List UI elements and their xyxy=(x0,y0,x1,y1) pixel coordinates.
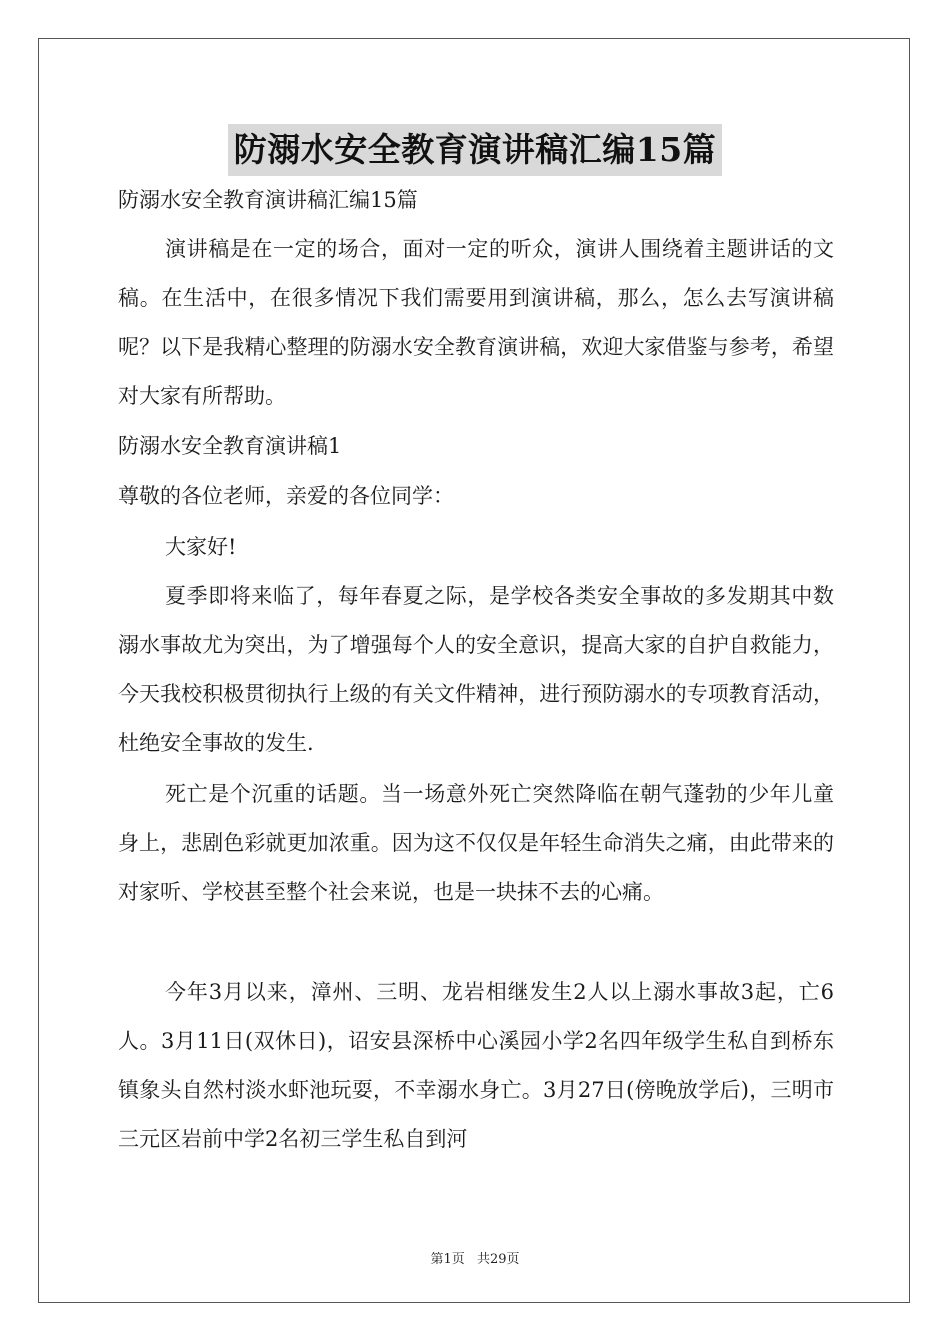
salutation: 尊敬的各位老师，亲爱的各位同学： xyxy=(118,484,454,508)
title-wrap xyxy=(0,124,950,176)
page-total: 共29页 xyxy=(476,1252,520,1267)
body-paragraph-2: 死亡是个沉重的话题。当一场意外死亡突然降临在朝气蓬勃的少年儿童身上，悲剧色彩就更加浓重。因为这不仅仅是年轻生命消失之痛，由此带来的对家听、学校甚至整个社会来说，也是一块抹不去的心痛。 xyxy=(118,782,834,904)
subtitle-paragraph: 防溺水安全教育演讲稿汇编15篇 xyxy=(118,188,418,212)
intro-paragraph: 演讲稿是在一定的场合，面对一定的听众，演讲人围绕着主题讲话的文稿。在生活中，在很多情况下我们需要用到演讲稿，那么，怎么去写演讲稿呢？以下是我精心整理的防溺水安全教育演讲稿，欢迎大家借鉴与参考，希望对大家有所帮助。 xyxy=(118,237,834,408)
greeting: 大家好! xyxy=(165,535,237,559)
page-footer xyxy=(0,1248,950,1267)
body-paragraph-3: 今年3月以来，漳州、三明、龙岩相继发生2人以上溺水事故3起，亡6人。3月11日(双休日)，诏安县深桥中心溪园小学2名四年级学生私自到桥东镇象头自然村淡水虾池玩耍，不幸溺水身亡。3月27日(傍晚放学后)，三明市三元区岩前中学2名初三学生私自到河 xyxy=(118,980,834,1151)
page-number: 第1页 xyxy=(430,1252,465,1267)
section-heading: 防溺水安全教育演讲稿1 xyxy=(118,434,342,458)
document-title: 防溺水安全教育演讲稿汇编15篇 xyxy=(228,124,722,176)
body-paragraph-1: 夏季即将来临了，每年春夏之际，是学校各类安全事故的多发期其中数溺水事故尤为突出，为了增强每个人的安全意识，提高大家的自护自救能力，今天我校积极贯彻执行上级的有关文件精神，进行预防溺水的专项教育活动，杜绝安全事故的发生. xyxy=(118,584,834,755)
